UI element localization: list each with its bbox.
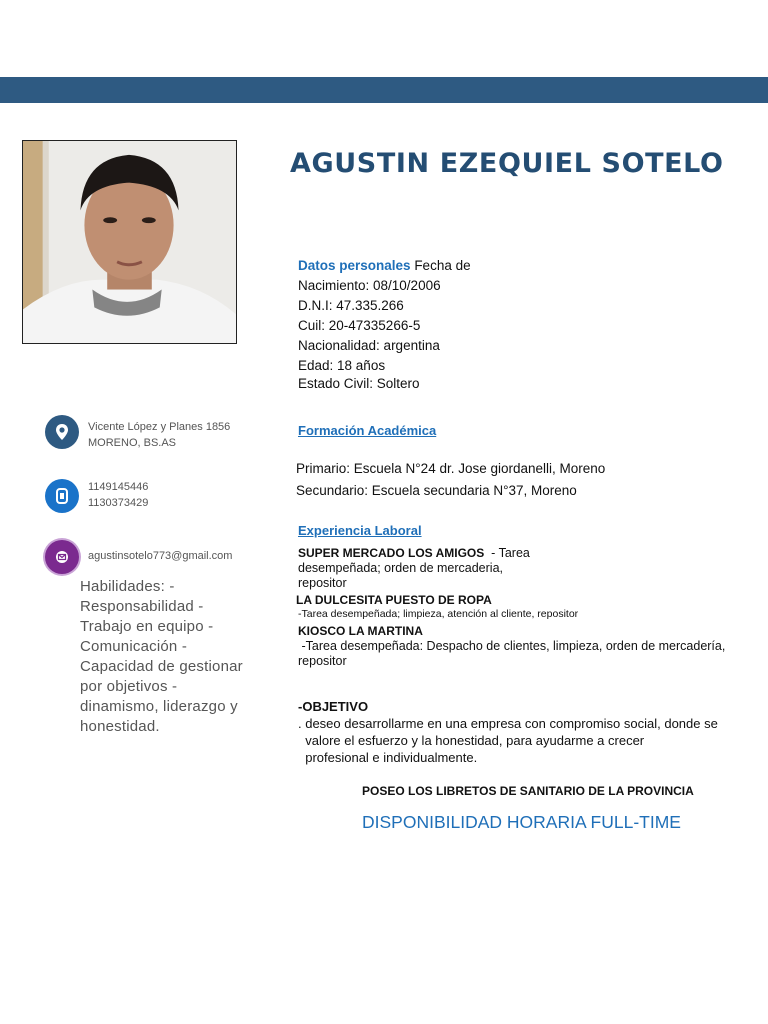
libretos-note: POSEO LOS LIBRETOS DE SANITARIO DE LA PROVINCIA bbox=[362, 784, 694, 798]
job-description: - Tarea bbox=[484, 546, 530, 560]
skill-line: Comunicación - bbox=[80, 638, 188, 655]
location-pin-icon bbox=[45, 415, 79, 449]
header-bar bbox=[0, 77, 768, 103]
availability-note: DISPONIBILIDAD HORARIA FULL-TIME bbox=[362, 812, 681, 832]
envelope-icon bbox=[45, 540, 79, 574]
objective-section bbox=[298, 699, 763, 766]
skills-section bbox=[80, 577, 265, 737]
personal-line: Estado Civil: Soltero bbox=[298, 376, 420, 391]
address-line: MORENO, BS.AS bbox=[88, 437, 177, 449]
address-line: Vicente López y Planes 1856 bbox=[88, 421, 231, 433]
education-list bbox=[296, 458, 605, 502]
personal-line: Nacionalidad: argentina bbox=[298, 338, 440, 353]
phone-number[interactable]: 1130373429 bbox=[88, 497, 149, 509]
skill-line: Capacidad de gestionar bbox=[80, 658, 243, 675]
personal-line: Nacimiento: 08/10/2006 bbox=[298, 278, 441, 293]
personal-data-label: Datos personales bbox=[298, 258, 411, 273]
email-address[interactable]: agustinsotelo773@gmail.com bbox=[88, 550, 233, 562]
skill-line: dinamismo, liderazgo y bbox=[80, 698, 238, 715]
job-title: LA DULCESITA PUESTO DE ROPA bbox=[296, 593, 492, 607]
objective-text: . deseo desarrollarme en una empresa con compromiso social, donde se bbox=[298, 716, 718, 731]
contact-address bbox=[45, 415, 230, 451]
personal-line: Fecha de bbox=[414, 258, 471, 273]
personal-line: Edad: 18 años bbox=[298, 358, 386, 373]
education-title: Formación Académica bbox=[298, 423, 437, 438]
skill-line: por objetivos - bbox=[80, 678, 178, 695]
contact-email bbox=[45, 540, 232, 574]
personal-data bbox=[298, 256, 518, 392]
job-description: -Tarea desempeñada: Despacho de clientes, limpieza, orden de mercadería, bbox=[298, 639, 726, 653]
personal-line: Cuil: 20-47335266-5 bbox=[298, 318, 421, 333]
skill-line: honestidad. bbox=[80, 718, 160, 735]
skill-line: Habilidades: - bbox=[80, 578, 175, 595]
experience-title: Experiencia Laboral bbox=[298, 523, 422, 538]
experience-list bbox=[298, 546, 758, 669]
objective-text: valore el esfuerzo y la honestidad, para ayudarme a crecer bbox=[298, 733, 645, 748]
job-description: repositor bbox=[298, 654, 347, 668]
profile-photo bbox=[22, 140, 237, 344]
objective-title: -OBJETIVO bbox=[298, 699, 369, 714]
candidate-name: AGUSTIN EZEQUIEL SOTELO bbox=[290, 148, 724, 179]
contact-phone bbox=[45, 479, 148, 513]
job-description: -Tarea desempeñada; limpieza, atención al cliente, repositor bbox=[298, 608, 579, 620]
education-secondary: Secundario: Escuela secundaria N°37, Moreno bbox=[296, 483, 577, 498]
phone-number[interactable]: 1149145446 bbox=[88, 481, 149, 493]
personal-line: D.N.I: 47.335.266 bbox=[298, 298, 404, 313]
job-description: repositor bbox=[298, 576, 347, 590]
job-description: desempeñada; orden de mercaderia, bbox=[298, 561, 503, 575]
job-title: SUPER MERCADO LOS AMIGOS bbox=[298, 546, 485, 560]
education-primary: Primario: Escuela N°24 dr. Jose giordanelli, Moreno bbox=[296, 461, 606, 476]
skill-line: Responsabilidad - bbox=[80, 598, 204, 615]
objective-text: profesional e individualmente. bbox=[298, 750, 478, 765]
job-title: KIOSCO LA MARTINA bbox=[298, 624, 423, 638]
skill-line: Trabajo en equipo - bbox=[80, 618, 214, 635]
phone-icon bbox=[45, 479, 79, 513]
